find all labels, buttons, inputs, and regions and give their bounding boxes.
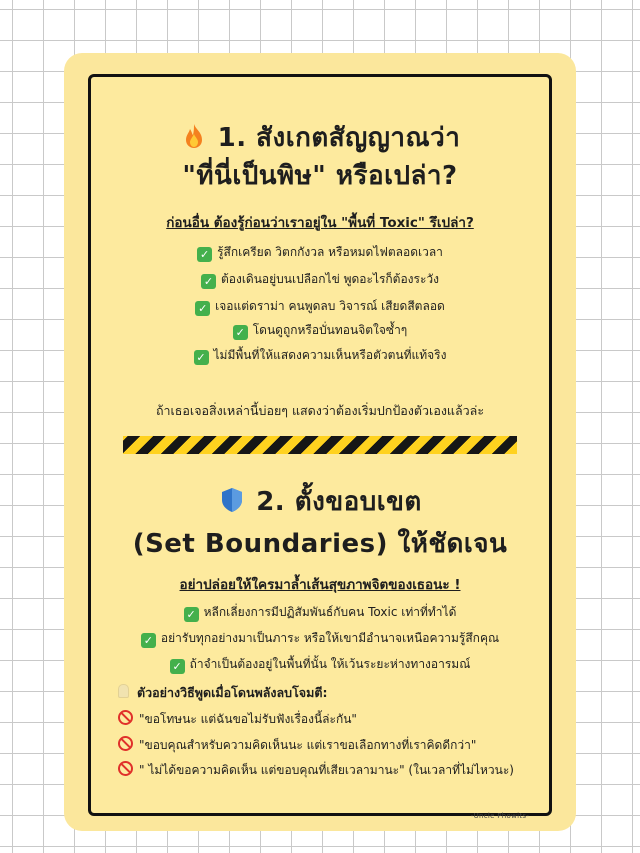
author-credit: -Uncle Phowits- <box>470 812 530 820</box>
fire-icon <box>180 122 208 150</box>
checklist-item: ✓ เจอแต่ดราม่า คนพูดลบ วิจารณ์ เสียดสีตลอด <box>88 296 552 316</box>
checklist-item: ✓ โดนดูถูกหรือบั่นทอนจิตใจซ้ำๆ <box>88 320 552 340</box>
check-icon: ✓ <box>195 301 210 316</box>
no-entry-icon <box>118 710 133 725</box>
hazard-stripe-divider <box>123 436 517 454</box>
section1-note: ถ้าเธอเจอสิ่งเหล่านี้บ่อยๆ แสดงว่าต้องเริ่มปกป้องตัวเองแล้วล่ะ <box>155 403 485 418</box>
section1-subtitle: ก่อนอื่น ต้องรู้ก่อนว่าเราอยู่ใน "พื้นที่ Toxic" รึเปล่า? <box>166 215 474 231</box>
section2-title-line1 <box>88 482 552 522</box>
lightbulb-icon <box>118 684 129 698</box>
check-icon: ✓ <box>201 274 216 289</box>
examples-lead: ตัวอย่างวิธีพูดเมื่อโดนพลังลบโจมตี: <box>118 683 328 703</box>
example-phrase: "ขอบคุณสำหรับความคิดเห็นนะ แต่เราขอเลือกทางที่เราคิดดีกว่า" <box>118 735 476 755</box>
check-icon: ✓ <box>197 247 212 262</box>
checklist-item: ✓ อย่ารับทุกอย่างมาเป็นภาระ หรือให้เขามีอำนาจเหนือความรู้สึกคุณ <box>88 628 552 648</box>
section1-title-line1 <box>88 118 552 158</box>
check-icon: ✓ <box>184 607 199 622</box>
section2-title-text: 2. ตั้งขอบเขต <box>256 487 422 517</box>
section2-title-line2: (Set Boundaries) ให้ชัดเจน <box>132 529 508 559</box>
check-icon: ✓ <box>233 325 248 340</box>
example-phrase: " ไม่ได้ขอความคิดเห็น แต่ขอบคุณที่เสียเวลามานะ" (ในเวลาที่ไม่ไหวนะ) <box>118 760 514 780</box>
shield-icon <box>218 486 246 514</box>
checklist-item: ✓ ถ้าจำเป็นต้องอยู่ในพื้นที่นั้น ให้เว้นระยะห่างทางอารมณ์ <box>88 654 552 674</box>
no-entry-icon <box>118 736 133 751</box>
check-icon: ✓ <box>170 659 185 674</box>
section1-title-line2: "ที่นี่เป็นพิษ" หรือเปล่า? <box>182 161 458 191</box>
no-entry-icon <box>118 761 133 776</box>
checklist-item: ✓ ต้องเดินอยู่บนเปลือกไข่ พูดอะไรก็ต้องระวัง <box>88 269 552 289</box>
example-phrase: "ขอโทษนะ แต่ฉันขอไม่รับฟังเรื่องนี้ล่ะกัน" <box>118 709 357 729</box>
checklist-item: ✓ ไม่มีพื้นที่ให้แสดงความเห็นหรือตัวตนที่แท้จริง <box>88 345 552 365</box>
section2-subtitle: อย่าปล่อยให้ใครมาล้ำเส้นสุขภาพจิตของเธอนะ ! <box>179 577 461 593</box>
section1-title-text: 1. สังเกตสัญญาณว่า <box>217 123 461 153</box>
checklist-item: ✓ รู้สึกเครียด วิตกกังวล หรือหมดไฟตลอดเวลา <box>88 242 552 262</box>
check-icon: ✓ <box>194 350 209 365</box>
checklist-item: ✓ หลีกเลี่ยงการมีปฏิสัมพันธ์กับคน Toxic เท่าที่ทำได้ <box>88 602 552 622</box>
check-icon: ✓ <box>141 633 156 648</box>
